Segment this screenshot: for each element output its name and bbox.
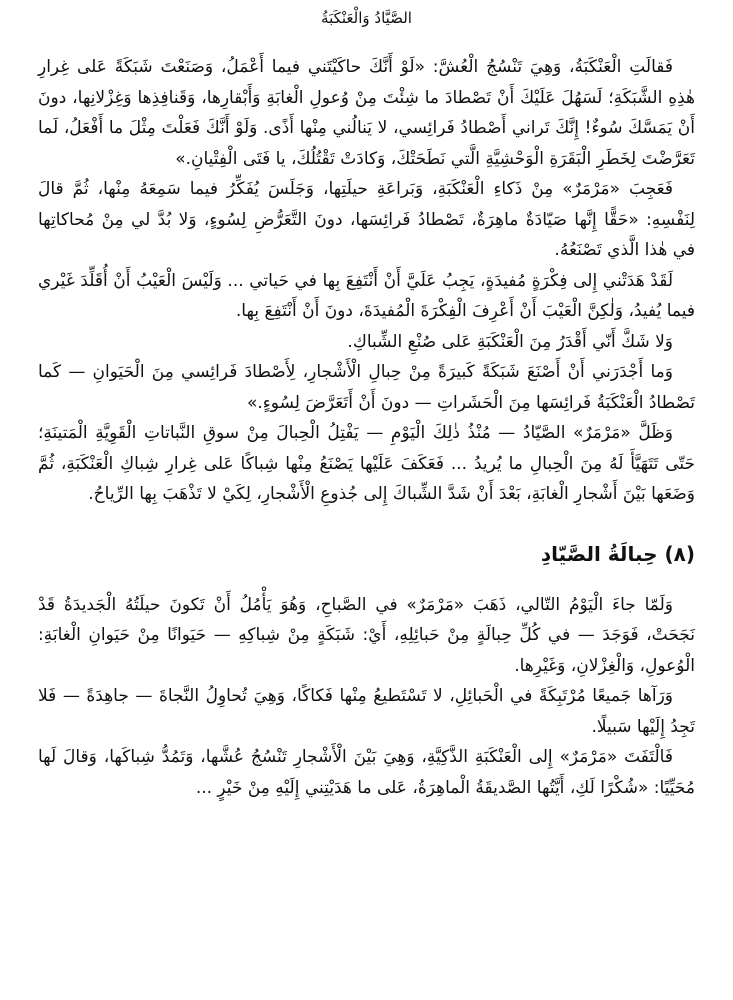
chapter-heading: (٨) حِبالَةُ الصَّيّادِ <box>540 541 695 566</box>
paragraph-7: وَلَمّا جاءَ الْيَوْمُ التّالي، ذَهَبَ «مَرْمَرٌ» في الصَّباحِ، وَهُوَ يَأْمُلُ أَنْ تَكونَ حيلَتُهُ الْجَديدَةُ قَدْ نَجَحَتْ، فَوَجَدَ — في كُلِّ حِبالَةٍ مِنْ حَبائِلِهِ، أَيْ: شَبَكَةٍ مِنْ شِباكِهِ — حَيَوانًا مِنْ حَيَوانِ الْغابَةِ: الْوُعولِ، وَالْغِزْلانِ، وَغَيْرِها. <box>38 594 695 676</box>
paragraph-1: فَقالَتِ الْعَنْكَبَةُ، وَهِيَ تَنْسُجُ الْعُشَّ: «لَوْ أَنَّكَ حاكَيْتَني فيما أَعْمَلُ، وَصَنَعْتَ شَبَكَةً عَلى غِرارِ هٰذِهِ الشَّبَكَةِ؛ لَسَهُلَ عَلَيْكَ أَنْ تَصْطادَ ما شِئْتَ مِنْ وُعولِ الْغابَةِ وَأَبْقارِها، وَقَنافِذِها وَغِزْلانِها، دونَ أَنْ يَمَسَّكَ سُوءٌ! إِنَّكَ تَراني أَصْطادُ فَرائِسي، لا يَنالُني مِنْها أَذًى. وَلَوْ أَنَّكَ فَعَلْتَ مِثْلَ ما أَفْعَلُ، لَما تَعَرَّضْتَ لِخَطَرِ الْبَقَرَةِ الْوَحْشِيَّةِ الَّتي نَطَحَتْكَ، وَكادَتْ تَقْتُلُكَ، يا فَتَى الْفِتْيانِ.» <box>38 57 695 169</box>
running-title: الصَّيَّادُ وَالْعَنْكَبَةُ <box>321 9 412 27</box>
paragraph-3: لَقَدْ هَدَتْني إِلى فِكْرَةٍ مُفيدَةٍ، يَجِبُ عَلَيَّ أَنْ أَنْتَفِعَ بِها في حَياتي ... وَلَيْسَ الْعَيْبُ أَنْ أُقَلِّدَ غَيْري فيما يُفيدُ، وَلٰكِنَّ الْعَيْبَ أَنْ أَعْرِفَ الْفِكْرَةَ الْمُفيدَةَ، دونَ أَنْ أَنْتَفِعَ بِها. <box>38 270 695 321</box>
paragraph-5: وَما أَجْدَرَني أَنْ أَصْنَعَ شَبَكَةً كَبيرَةً مِنْ حِبالِ الْأَشْجارِ، لِأَصْطادَ فَرائِسي مِنَ الْحَيَوانِ — كَما تَصْطادُ الْعَنْكَبَةُ فَرائِسَها مِنَ الْحَشَراتِ — دونَ أَنْ أَتَعَرَّضَ لِسُوءٍ.» <box>38 362 695 413</box>
paragraph-8: وَرَآها جَميعًا مُرْتَبِكَةً في الْحَبائِلِ، لا تَسْتَطيعُ مِنْها فَكاكًا، وَهِيَ تُحاوِلُ النَّجاةَ — جاهِدَةً — فَلا تَجِدُ إِلَيْها سَبيلًا. <box>38 686 695 737</box>
paragraph-2: فَعَجِبَ «مَرْمَرٌ» مِنْ ذَكاءِ الْعَنْكَبَةِ، وَبَراعَةِ حيلَتِها، وَجَلَسَ يُفَكِّرُ فيما سَمِعَهُ مِنْها، ثُمَّ قالَ لِنَفْسِهِ: «حَقًّا إِنَّها صَيّادَةٌ ماهِرَةٌ، تَصْطادُ فَرائِسَها، دونَ التَّعَرُّضِ لِسُوءٍ، وَلا بُدَّ لي مِنْ مُحاكاتِها في هٰذا الَّذي تَصْنَعُهُ. <box>38 179 695 260</box>
paragraph-9: فَالْتَفَتَ «مَرْمَرٌ» إِلى الْعَنْكَبَةِ الذَّكِيَّةِ، وَهِيَ بَيْنَ الْأَشْجارِ تَنْسُجُ عُشَّها، وَتَمُدُّ شِباكَها، وَقالَ لَها مُحَيِّيًا: «شُكْرًا لَكِ، أَيَّتُها الصَّديقَةُ الْماهِرَةُ، عَلى ما هَدَيْتِني إِلَيْهِ مِنْ خَيْرٍ ... <box>38 747 695 798</box>
paragraph-4: وَلا شَكَّ أَنّي أَقْدَرُ مِنَ الْعَنْكَبَةِ عَلى صُنْعِ الشِّباكِ. <box>347 331 673 352</box>
paragraph-6: وَظَلَّ «مَرْمَرٌ» الصَّيّادُ — مُنْذُ ذٰلِكَ الْيَوْمِ — يَفْتِلُ الْحِبالَ مِنْ سوقِ النَّباتاتِ الْقَوِيَّةِ الْمَتينَةِ؛ حَتّى تَتَهَيَّأَ لَهُ مِنَ الْحِبالِ ما يُريدُ ... فَعَكَفَ عَلَيْها يَصْنَعُ مِنْها شِباكًا عَلى غِرارِ شِباكِ الْعَنْكَبَةِ، ثُمَّ وَضَعَها بَيْنَ أَشْجارِ الْغابَةِ، بَعْدَ أَنْ شَدَّ الشِّباكَ إِلى جُذوعِ الْأَشْجارِ، لِكَيْ لا تَذْهَبَ بِها الرِّياحُ. <box>38 423 695 504</box>
